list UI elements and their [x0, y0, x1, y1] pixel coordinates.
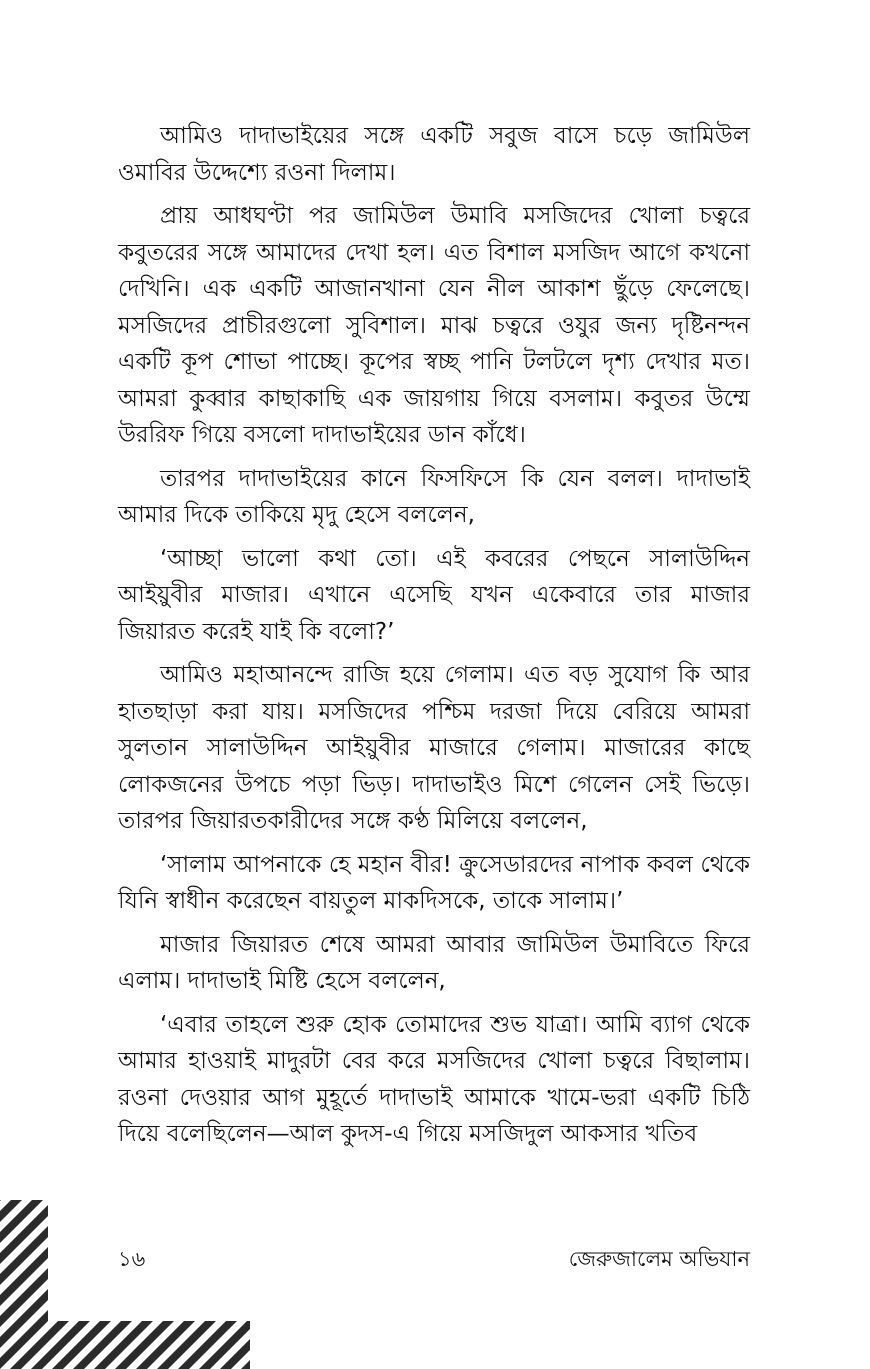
paragraph-1: আমিও দাদাভাইয়ের সঙ্গে একটি সবুজ বাসে চড়ে জামিউল ওমাবির উদ্দেশ্যে রওনা দিলাম। — [118, 123, 750, 186]
paragraph-4: ‘আচ্ছা ভালো কথা তো। এই কবরের পেছনে সালাউদ্দিন আইয়ুবীর মাজার। এখানে এসেছি যখন একেবারে তার মাজার জিয়ারত করেই যাই কি বলো?’ — [118, 545, 750, 645]
paragraph-7: মাজার জিয়ারত শেষে আমরা আবার জামিউল উমাবিতে ফিরে এলাম। দাদাভাই মিষ্টি হেসে বললেন, — [118, 931, 750, 994]
paragraph-3: তারপর দাদাভাইয়ের কানে ফিসফিসে কি যেন বলল। দাদাভাই আমার দিকে তাকিয়ে মৃদু হেসে বললেন, — [118, 465, 750, 528]
body-text — [118, 118, 750, 1160]
paragraph-8: ‘এবার তাহলে শুরু হোক তোমাদের শুভ যাত্রা। আমি ব্যাগ থেকে আমার হাওয়াই মাদুরটা বের করে মসজিদের খোলা চত্বরে বিছালাম। রওনা দেওয়ার আগ মুহূর্তে দাদাভাই আমাকে খামে-ভরা একটি চিঠি দিয়ে বলেছিলেন—আল কুদস-এ গিয়ে মসজিদুল আকসার খতিব — [118, 1011, 750, 1147]
paragraph-2: প্রায় আধঘণ্টা পর জামিউল উমাবি মসজিদের খোলা চত্বরে কবুতরের সঙ্গে আমাদের দেখা হল। এত বিশাল মসজিদ আগে কখনো দেখিনি। এক একটি আজানখানা যেন নীল আকাশ ছুঁড়ে ফেলেছে। মসজিদের প্রাচীরগুলো সুবিশাল। মাঝ চত্বরে ওযুর জন্য দৃষ্টিনন্দন একটি কূপ শোভা পাচ্ছে। কূপের স্বচ্ছ পানি টলটলে দৃশ্য দেখার মত। আমরা কুব্বার কাছাকাছি এক জায়গায় গিয়ে বসলাম। কবুতর উম্মে উররিফ গিয়ে বসলো দাদাভাইয়ের ডান কাঁধে। — [118, 203, 750, 448]
diagonal-stripes-decoration — [0, 1200, 250, 1369]
page-number: ১৬ — [118, 1247, 146, 1271]
paragraph-5: আমিও মহাআনন্দে রাজি হয়ে গেলাম। এত বড় সুযোগ কি আর হাতছাড়া করা যায়। মসজিদের পশ্চিম দরজা দিয়ে বেরিয়ে আমরা সুলতান সালাউদ্দিন আইয়ুবীর মাজারে গেলাম। মাজারের কাছে লোকজনের উপচে পড়া ভিড়। দাদাভাইও মিশে গেলেন সেই ভিড়ে। তারপর জিয়ারতকারীদের সঙ্গে কণ্ঠ মিলিয়ে বললেন, — [118, 662, 750, 834]
paragraph-6: ‘সালাম আপনাকে হে মহান বীর! ক্রুসেডারদের নাপাক কবল থেকে যিনি স্বাধীন করেছেন বায়তুল মাকদিসকে, তাকে সালাম।’ — [118, 851, 750, 914]
book-title: জেরুজালেম অভিযান — [568, 1247, 750, 1271]
